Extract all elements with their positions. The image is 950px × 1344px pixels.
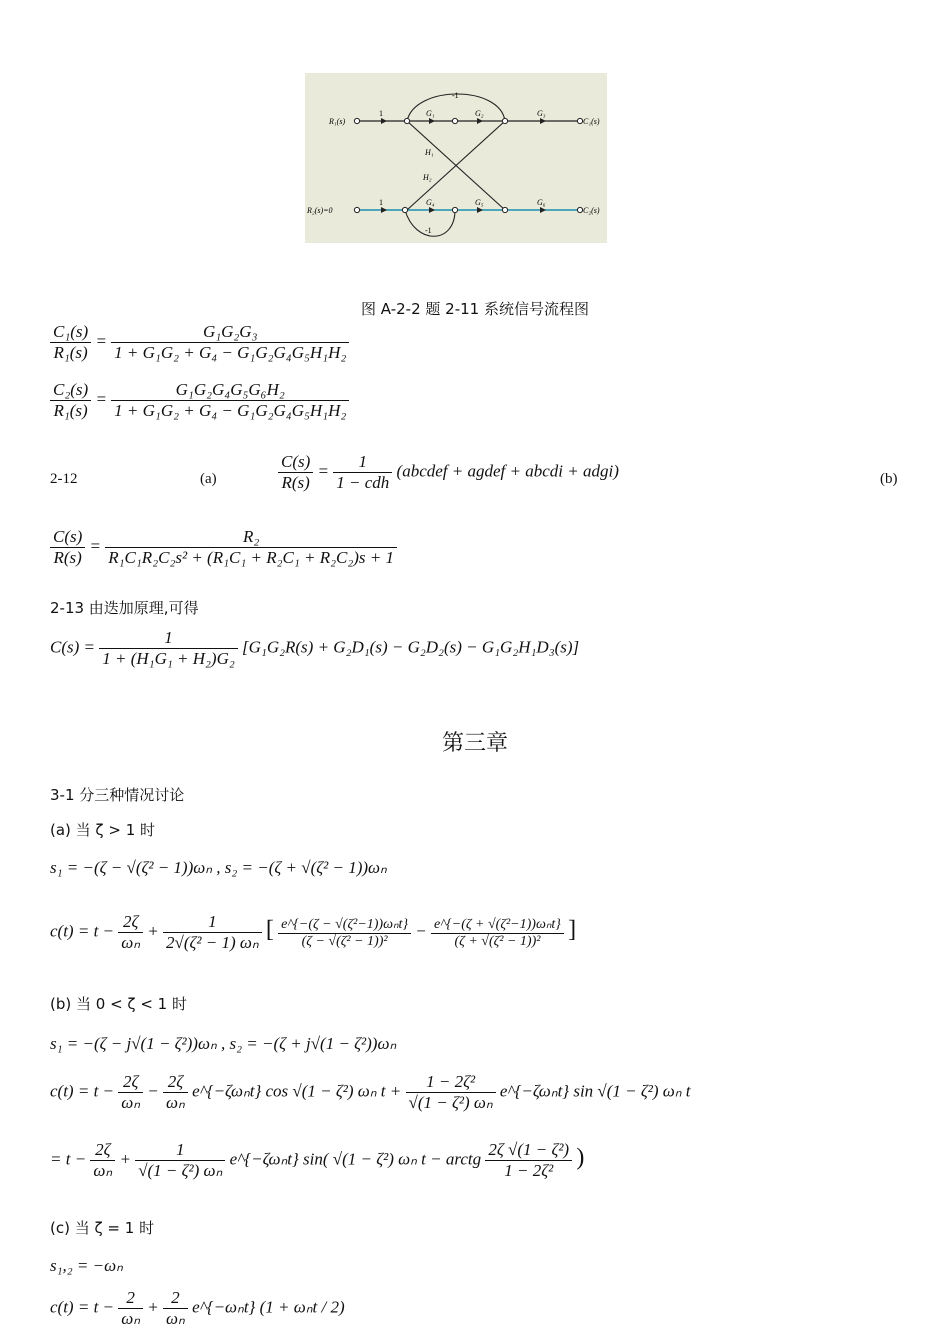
label-h1: H₁ (425, 148, 434, 157)
eq-2-12-a: $\frac{C(s)}{R(s)}$ = $\frac{1}{\text{1 − cdh}}$ (abcdef + agdef + abcdi + adgi) (278, 452, 619, 493)
node (354, 207, 359, 212)
node (452, 118, 457, 123)
case-c-response: c(t) = t − $\frac{2}{\text{ωₙ}}$ + $\frac{2}{\text{ωₙ}}$ e^{−ωₙt} (1 + ωₙt / 2) (50, 1288, 345, 1328)
eq-c2-r1: $\frac{\text{C₂(s)}}{\text{R₁(s)}}$ = $\frac{\text{G₁G₂G₄G₅G₆H₂}}{\text{1 + G₁G₂ + G₄ − G₁G₂G₄G₅H₁H₂}}$ (50, 380, 349, 421)
chapter-title: 第三章 (441, 731, 508, 756)
eq-2-12-b: $\frac{C(s)}{R(s)}$ = $\frac{\text{R₂}}{\text{R₁C₁R₂C₂s² + (R₁C₁ + R₂C₁ + R₂C₂)s + 1}}$ (50, 527, 397, 568)
label-neg-bottom: -1 (425, 226, 432, 235)
label-g2: G₂ (475, 109, 484, 118)
label-2-13: 2-13 由迭加原理,可得 (50, 599, 199, 617)
case-b-response-2: = t − $\frac{2\zeta}{\text{ωₙ}}$ + $\frac{1}{\text{√(1 − ζ²) ωₙ}}$ e^{−ζωₙt} sin( √(1 − ζ²) ωₙ t − arctg $\frac{\text{2ζ √(1 − ζ²)}}{\text{1 − 2ζ²}}$ ) (50, 1140, 585, 1180)
label-one-top: 1 (379, 109, 383, 118)
case-a-label: (a) 当 ζ > 1 时 (50, 821, 156, 839)
intro-3-1: 3-1 分三种情况讨论 (50, 786, 185, 804)
node (404, 118, 409, 123)
label-neg-top: -1 (452, 91, 459, 100)
eq-c1-r1: $\frac{\text{C₁(s)}}{\text{R₁(s)}}$ = $\frac{\text{G₁G₂G₃}}{\text{1 + G₁G₂ + G₄ − G₁G₂G₄G₅H₁H₂}}$ (50, 322, 349, 363)
label-g6: G₆ (537, 198, 546, 207)
node (354, 118, 359, 123)
label-part-b: (b) (880, 471, 898, 487)
label-r2: R₂(s)=0 (307, 206, 333, 215)
case-b-response-1: c(t) = t − $\frac{2\zeta}{\text{ωₙ}}$ − $\frac{2\zeta}{\text{ωₙ}}$ e^{−ζωₙt} cos √(1 − ζ²) ωₙ t + $\frac{\text{1 − 2ζ²}}{\text{√(1 − ζ²) ωₙ}}$ e^{−ζωₙt} sin √(1 − ζ²) ωₙ t (50, 1072, 691, 1112)
label-g5: G₅ (475, 198, 484, 207)
case-a-response: c(t) = t − $\frac{2\zeta}{\text{ωₙ}}$ + $\frac{1}{\text{2√(ζ² − 1) ωₙ}}$ [ $\frac{\text{e\textasciicircum{}\{−(ζ − √(ζ²−1))ωₙt\}}}{\text{(ζ − √(ζ² − 1))²}}$ − $\frac{\text{e\textasciicircum{}\{−(ζ + √(ζ²−1))ωₙt\}}}{\text{(ζ + √(ζ² − 1))²}}$ ] (50, 912, 577, 952)
case-b-label: (b) 当 0 < ζ < 1 时 (50, 995, 187, 1013)
node (577, 118, 582, 123)
label-part-a: (a) (200, 471, 217, 487)
label-g1: G₁ (426, 109, 435, 118)
case-c-label: (c) 当 ζ = 1 时 (50, 1219, 155, 1237)
label-one-bottom: 1 (379, 198, 383, 207)
label-c1: C₁(s) (583, 117, 600, 126)
node (502, 207, 507, 212)
label-h2: H₂ (423, 173, 432, 182)
case-a-roots: s₁ = −(ζ − √(ζ² − 1))ωₙ , s₂ = −(ζ + √(ζ² − 1))ωₙ (50, 858, 387, 877)
label-g4: G₄ (426, 198, 435, 207)
node (502, 118, 507, 123)
figure-caption: 图 A-2-2 题 2-11 系统信号流程图 (361, 300, 589, 318)
label-r1: R₁(s) (329, 117, 346, 126)
case-c-roots: s₁,₂ = −ωₙ (50, 1256, 123, 1275)
node (577, 207, 582, 212)
signal-flow-figure (305, 73, 607, 243)
label-2-12: 2-12 (50, 471, 78, 487)
node (452, 207, 457, 212)
eq-2-13: C(s) = $\frac{1}{\text{1 + (H₁G₁ + H₂)G₂}}$ [G₁G₂R(s) + G₂D₁(s) − G₂D₂(s) − G₁G₂H₁D₃(s)] (50, 628, 580, 668)
label-c2: C₂(s) (583, 206, 600, 215)
node (402, 207, 407, 212)
case-b-roots: s₁ = −(ζ − j√(1 − ζ²))ωₙ , s₂ = −(ζ + j√(1 − ζ²))ωₙ (50, 1034, 397, 1053)
signal-flow-graph (305, 73, 607, 243)
label-g3: G₃ (537, 109, 546, 118)
